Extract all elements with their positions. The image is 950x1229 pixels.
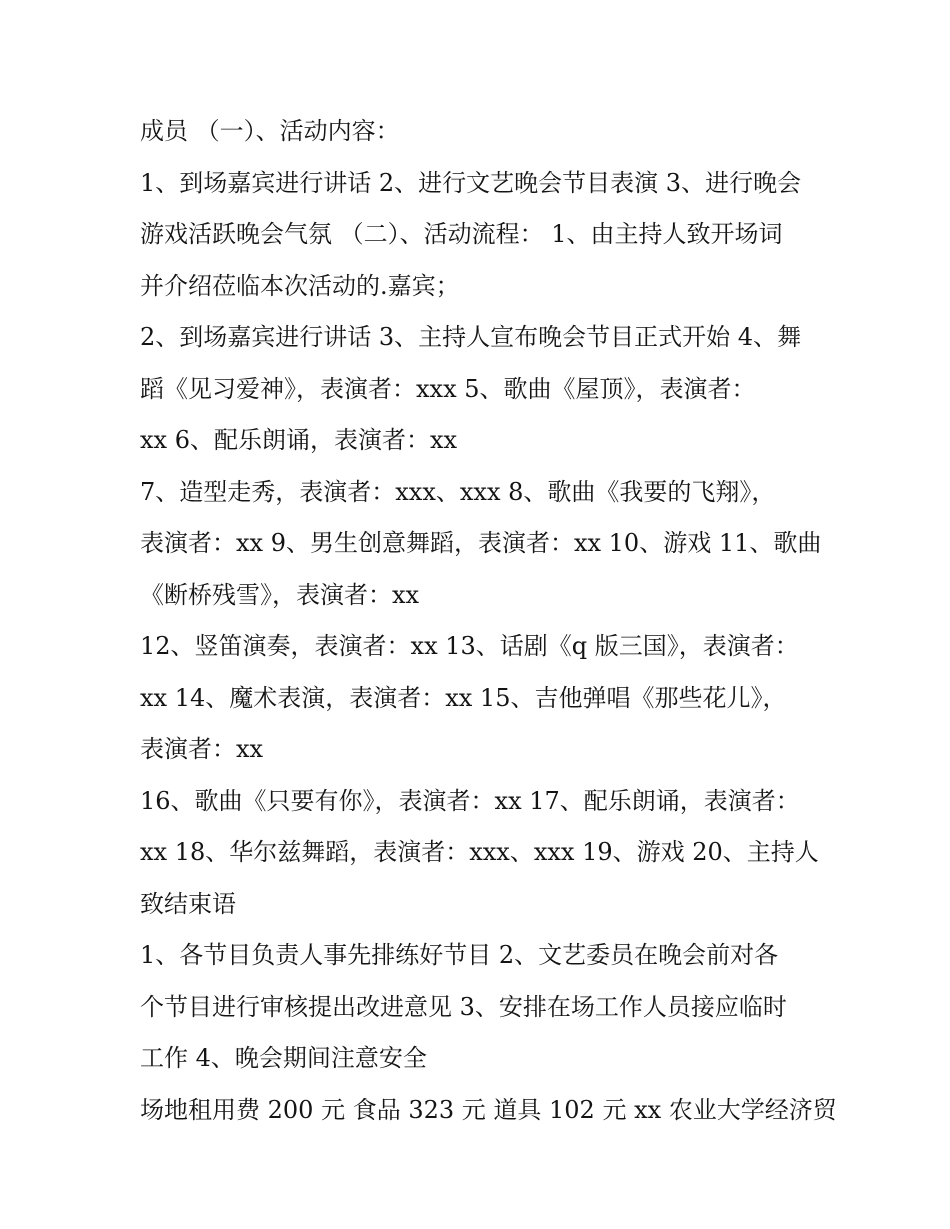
text-line: xx 14、魔术表演，表演者：xx 15、吉他弹唱《那些花儿》，	[140, 683, 787, 712]
text-line: 蹈《见习爱神》，表演者：xxx 5、歌曲《屋顶》，表演者：	[140, 374, 756, 403]
text-line: 致结束语	[140, 889, 236, 918]
text-line: 成员 （一）、活动内容：	[140, 117, 400, 145]
text-line: 并介绍莅临本次活动的.嘉宾；	[140, 271, 460, 300]
text-line: 游戏活跃晚会气氛 （二）、活动流程： 1、由主持人致开场词	[140, 220, 783, 248]
text-line: 2、到场嘉宾进行讲话 3、主持人宣布晚会节目正式开始 4、舞	[140, 323, 802, 351]
text-line: xx 18、华尔兹舞蹈，表演者：xxx、xxx 19、游戏 20、主持人	[140, 838, 819, 866]
text-line: 12、竖笛演奏，表演者：xx 13、话剧《q 版三国》，表演者：	[140, 632, 799, 660]
text-line: 1、到场嘉宾进行讲话 2、进行文艺晚会节目表演 3、进行晚会	[140, 168, 802, 197]
text-line: 个节目进行审核提出改进意见 3、安排在场工作人员接应临时	[140, 992, 787, 1021]
text-line: 7、造型走秀，表演者：xxx、xxx 8、歌曲《我要的飞翔》，	[140, 477, 776, 506]
paragraph-program-list-2	[140, 467, 820, 622]
text-line: 工作 4、晚会期间注意安全	[140, 1044, 427, 1072]
text-line: 1、各节目负责人事先排练好节目 2、文艺委员在晚会前对各	[140, 941, 779, 969]
paragraph-program-list-4	[140, 776, 820, 931]
paragraph-activity-items	[140, 158, 820, 313]
paragraph-budget	[140, 1085, 837, 1137]
text-line: xx 6、配乐朗诵，表演者：xx	[140, 426, 458, 454]
text-line: 表演者：xx	[140, 735, 264, 763]
text-line: 《断桥残雪》，表演者：xx	[140, 580, 420, 609]
paragraph-preparation-notes	[140, 930, 820, 1085]
document-body	[140, 106, 837, 1136]
paragraph-activity-content-heading	[140, 106, 820, 158]
text-line: 场地租用费 200 元 食品 323 元 道具 102 元 xx 农业大学经济贸	[140, 1095, 837, 1124]
paragraph-program-list-1	[140, 312, 820, 467]
text-line: 16、歌曲《只要有你》，表演者：xx 17、配乐朗诵，表演者：	[140, 786, 800, 815]
text-line: 表演者：xx 9、男生创意舞蹈，表演者：xx 10、游戏 11、歌曲	[140, 529, 822, 557]
paragraph-program-list-3	[140, 621, 820, 776]
